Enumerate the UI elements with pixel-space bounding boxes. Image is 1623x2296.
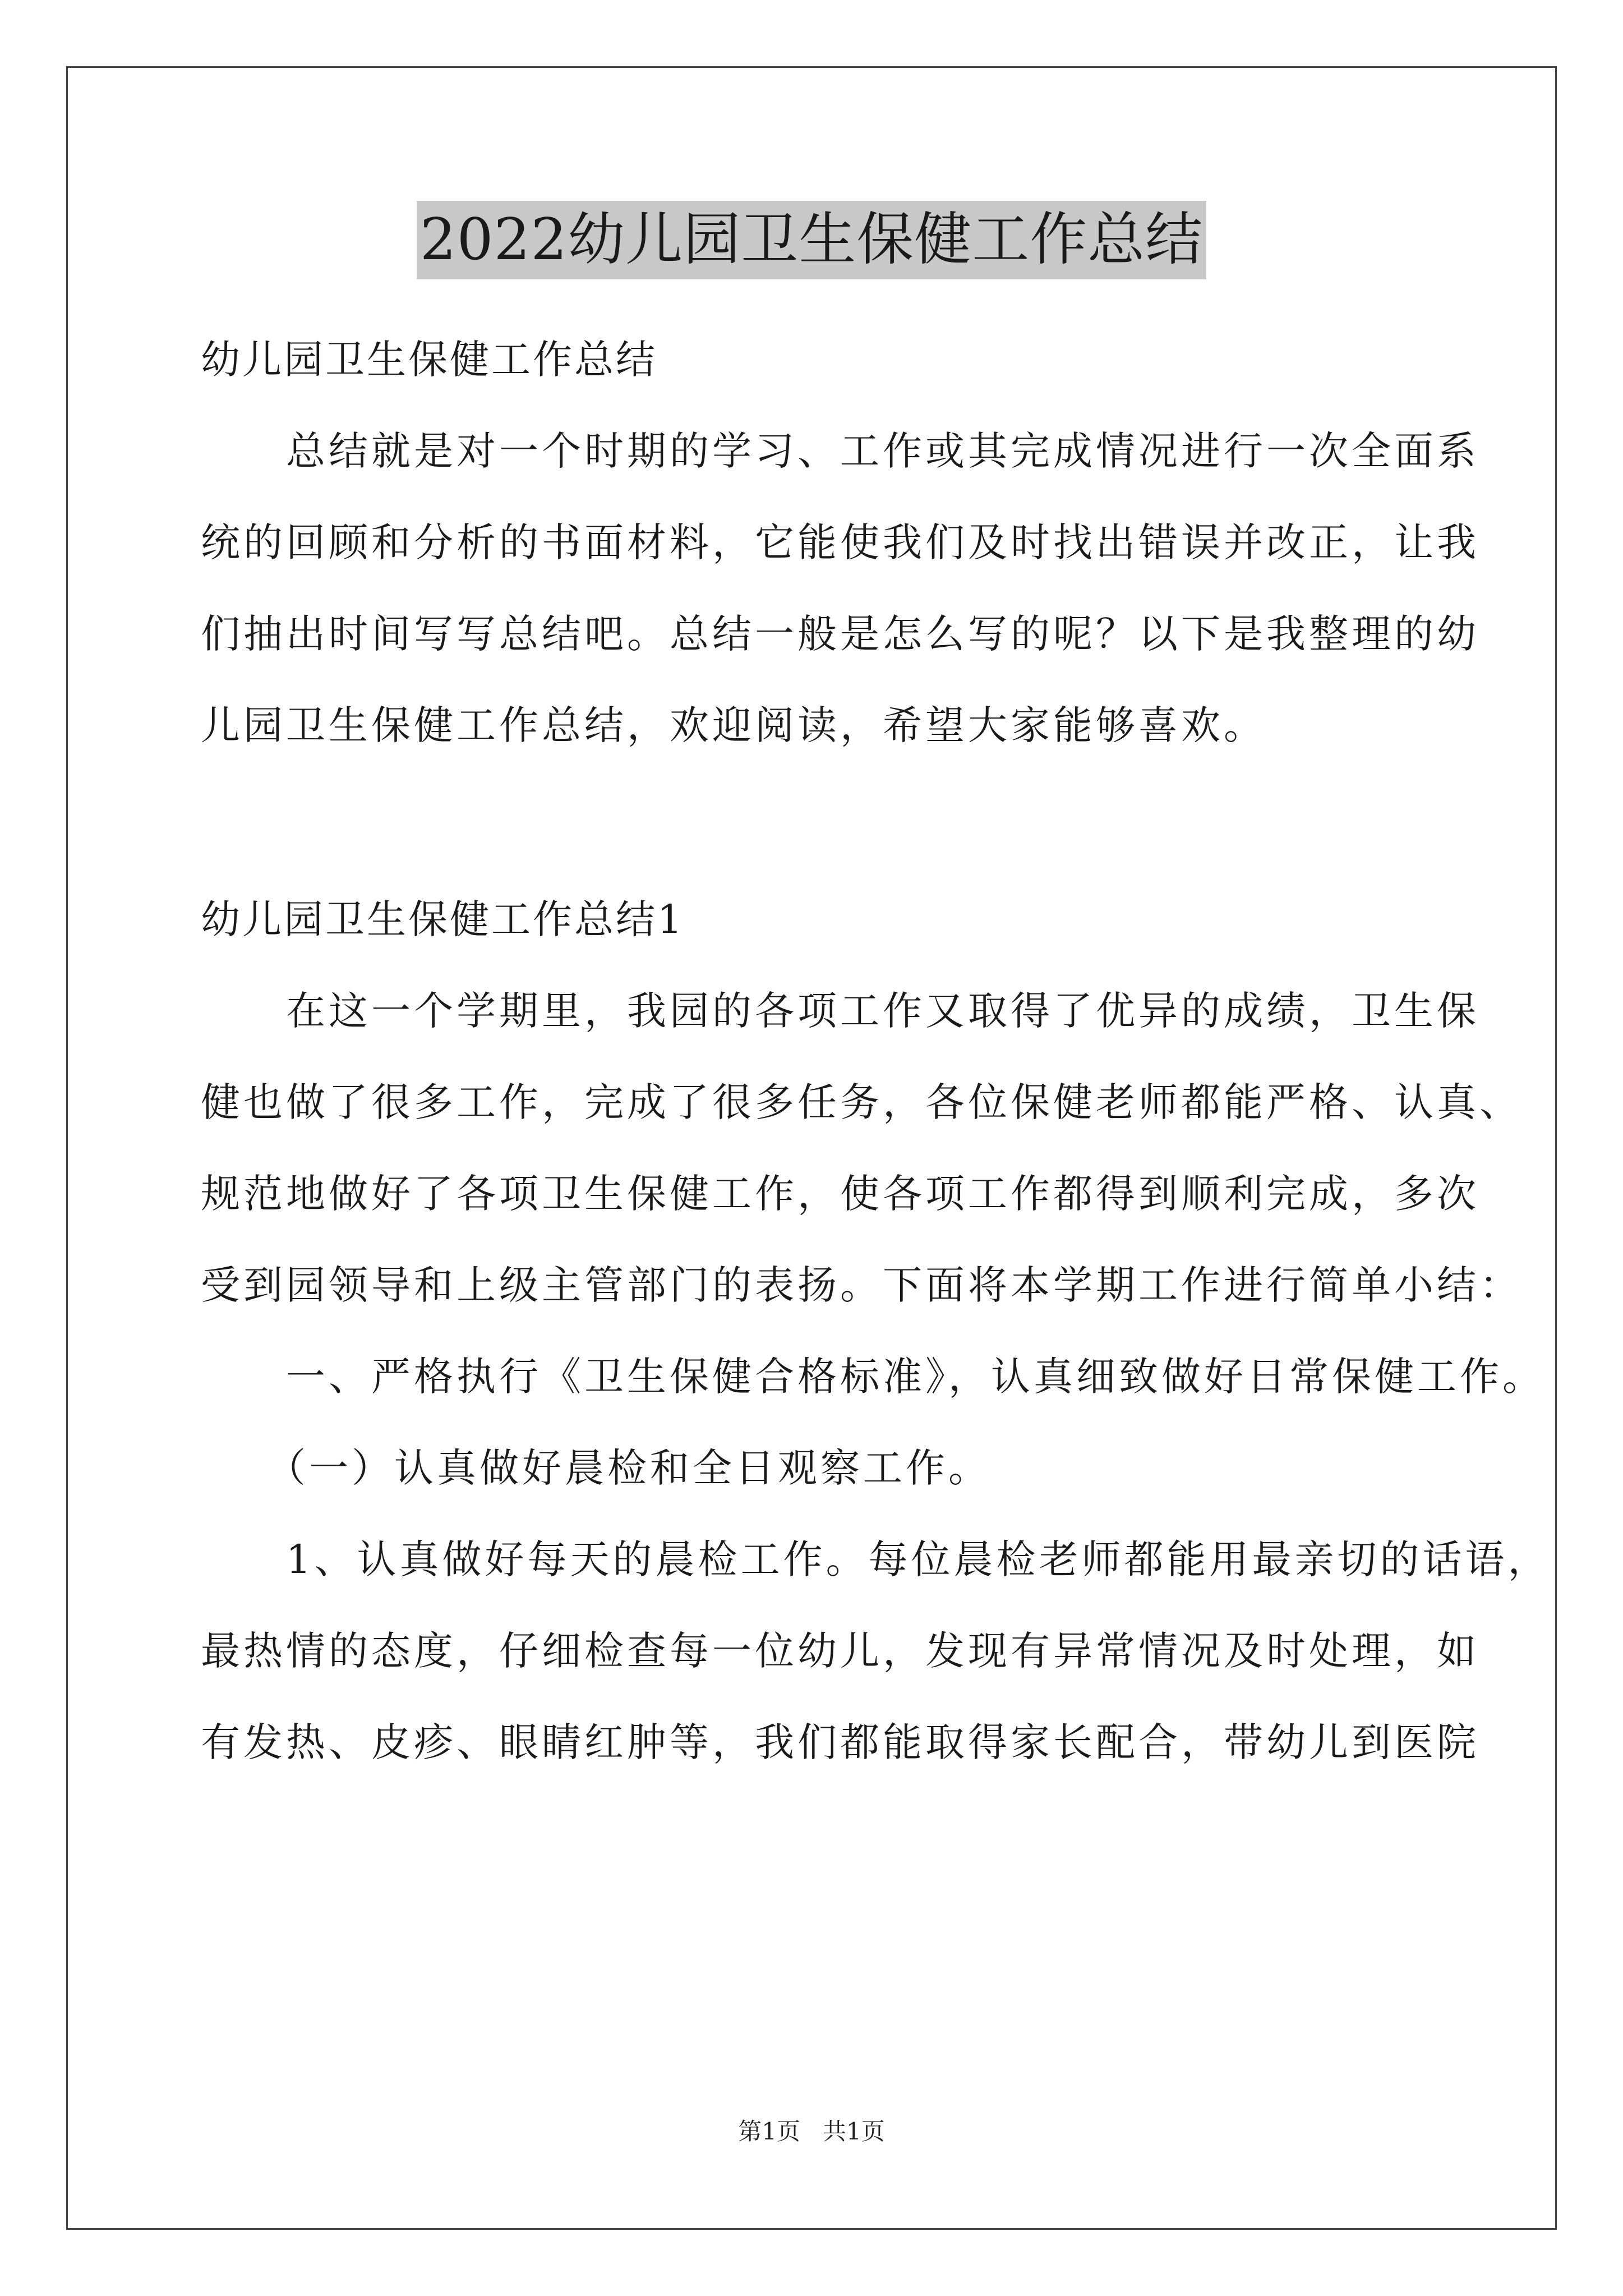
body-line: 1、认真做好每天的晨检工作。每位晨检老师都能用最亲切的话语， [201,1536,1551,1582]
body-line: 一、严格执行《卫生保健合格标准》，认真细致做好日常保健工作。 [201,1354,1545,1400]
intro-line: 们抽出时间写写总结吧。总结一般是怎么写的呢？以下是我整理的幼 [201,611,1479,657]
page-number-total: 共1页 [823,2118,885,2145]
body-line: （一）认真做好晨检和全日观察工作。 [201,1445,991,1491]
body-line: 受到园领导和上级主管部门的表扬。下面将本学期工作进行简单小结： [201,1262,1522,1308]
title-container [0,201,1623,279]
body-line: 最热情的态度，仔细检查每一位幼儿，发现有异常情况及时处理，如 [201,1628,1479,1674]
body-line: 健也做了很多工作，完成了很多任务，各位保健老师都能严格、认真、 [201,1079,1522,1125]
document-body [201,314,1551,1788]
document-title: 2022幼儿园卫生保健工作总结 [417,201,1207,279]
section-heading: 幼儿园卫生保健工作总结 [201,337,657,383]
body-line: 有发热、皮疹、眼睛红肿等，我们都能取得家长配合，带幼儿到医院 [201,1719,1479,1765]
intro-line: 总结就是对一个时期的学习、工作或其完成情况进行一次全面系 [201,428,1479,474]
section-heading-1: 幼儿园卫生保健工作总结1 [201,896,685,942]
intro-line: 儿园卫生保健工作总结，欢迎阅读，希望大家能够喜欢。 [201,702,1266,748]
page-number-current: 第1页 [738,2118,800,2145]
page-footer [0,2115,1623,2148]
intro-line: 统的回顾和分析的书面材料，它能使我们及时找出错误并改正，让我 [201,519,1479,565]
body-line: 在这一个学期里，我园的各项工作又取得了优异的成绩，卫生保 [201,988,1479,1034]
body-line: 规范地做好了各项卫生保健工作，使各项工作都得到顺利完成，多次 [201,1171,1479,1217]
paragraph-gap [201,771,1435,874]
